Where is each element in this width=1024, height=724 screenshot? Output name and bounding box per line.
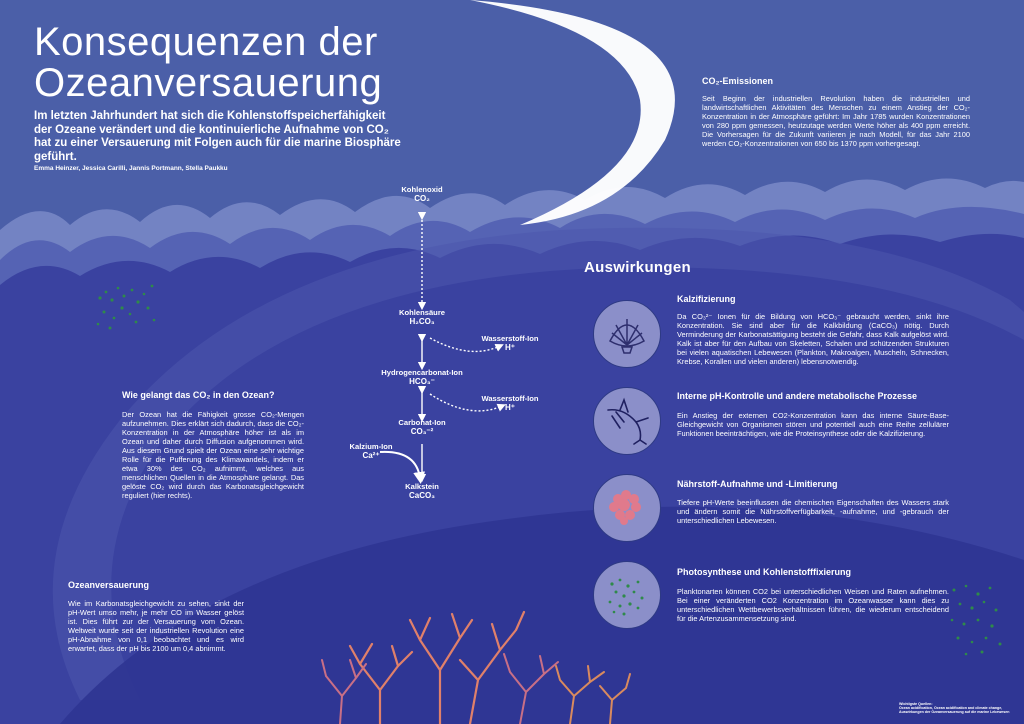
plankton-cluster-right <box>944 580 1008 660</box>
node-caco3 <box>382 482 462 500</box>
authors: Emma Heinzer, Jessica Carilli, Jannis Portmann, Stella Paukku <box>34 165 228 172</box>
effect-3-title: Nährstoff-Aufnahme und -Limitierung <box>677 479 838 489</box>
node-h2co3-formula: H₂CO₃ <box>409 317 435 326</box>
node-h-ion-1-formula: H⁺ <box>505 343 515 352</box>
coral-illustration <box>320 600 640 724</box>
sources-footnote <box>899 702 1019 715</box>
acidification-text: Wie im Karbonatsgleichgewicht zu sehen, sinkt der pH-Wert umso mehr, je mehr CO im Wasser gelöst ist. Dies führt zur der Versauerung vom Ozean. Weltweit wurde seit der industriellen Revolution eine pH-Abnahme von 0,1 beobachtet und es wird erwartet, dass der pH bis 2100 um 0,4 abnimmt. <box>68 599 244 653</box>
effect-2-text: Ein Anstieg der externen CO2-Konzentration kann das interne Säure-Base-Gleichgewicht von Organismen stören und potentiell auch eine Reihe zellulärer Funktionen beeinträchtigen, wie die Proteinsynthese oder die Kalzifizierung. <box>677 411 949 438</box>
effect-1-text: Da CO₃²⁻ Ionen für die Bildung von HCO₃⁻ gebraucht werden, sinkt ihre Konzentration. Sie sind aber für die Kalkbildung (CaCO₃) nötig. Durch Verminderung der Karbonatsättigung besteht die Gefahr, dass Kalk aufgelöst wird. Kalk ist aber für den Aufbau von Skeletten, Schalen und schützenden Strukturen bei vielen aquatischen Lebewesen (Plankton, Makroalgen, Muscheln, Schnecken, Krebse, Korallen und vielen anderen) lebensnotwendig. <box>677 312 949 366</box>
shell-icon <box>594 301 660 367</box>
node-h-ion-2 <box>470 394 550 412</box>
effect-2-circle <box>593 387 661 455</box>
node-h2co3-name: Kohlensäure <box>399 308 445 317</box>
title-line-2: Ozeanversauerung <box>34 61 383 105</box>
node-co3 <box>382 418 462 436</box>
poster-subtitle: Im letzten Jahrhundert hat sich die Kohlenstoffspeicherfähigkeit der Ozeane verändert und die kontinuierliche Aufnahme von CO₂ hat zu einer Versauerung mit Folgen auch für die marine Biosphäre geführt. <box>34 110 401 163</box>
plankton-icon <box>594 562 660 628</box>
effect-1-circle <box>593 300 661 368</box>
poster-title <box>34 22 382 104</box>
node-hco3-formula: HCO₃⁻ <box>409 377 435 386</box>
co2-emissions-text: Seit Beginn der industriellen Revolution haben die industriellen und landwirtschaftlichen Aktivitäten des Menschen zu einem Anstieg der CO₂-Konzentration in der Atmosphäre geführt: Im Jahr 1785 wurden Konzentrationen von 280 ppm gemessen, heutzutage werden Werte höher als 400 ppm erreicht. Die Vorhersagen für die Zukunft variieren je nach Modell, für das Jahr 2100 werden CO₂-Konzentrationen von 650 bis 1370 ppm vorhergesagt. <box>702 94 970 148</box>
effect-1-title: Kalzifizierung <box>677 294 736 304</box>
co2-uptake-text: Der Ozean hat die Fähigkeit grosse CO₂-Mengen aufzunehmen. Dies erklärt sich dadurch, dass die CO₂-Konzentration in der Atmosphäre höher ist als im Ozean und daher durch Diffusion aufgenommen wird. Aus diesem Grund spielt der Ozean eine sehr wichtige Rolle für die Pufferung des Klimawandels, indem er etwa 30% des CO₂ aufnimmt, welches aus menschlichen Quellen in die Atmosphäre gelangt. Das gelöste CO₂ wird durch das Karbonatsgleichgewicht reguliert (hier rechts). <box>122 410 304 500</box>
node-hco3-name: Hydrogencarbonat-Ion <box>381 368 463 377</box>
effect-4-title: Photosynthese und Kohlenstofffixierung <box>677 567 852 577</box>
co2-emissions-title: CO₂-Emissionen <box>702 76 774 86</box>
effect-3-circle <box>593 474 661 542</box>
node-h2co3 <box>382 308 462 326</box>
plankton-cluster-left <box>92 278 162 338</box>
node-calcium-name: Kalzium-Ion <box>349 442 393 451</box>
effect-3-text: Tiefere pH-Werte beeinflussen die chemischen Eigenschaften des Wassers stark und ändern somit die Nährstoffverfügbarkeit, -aufnahme, und -gebrauch der unterschiedlichen Lebewesen. <box>677 498 949 525</box>
node-co2-name: Kohlenoxid <box>401 185 443 194</box>
node-h-ion-1-name: Wasserstoff-Ion <box>481 334 539 343</box>
node-calcium-formula: Ca²⁺ <box>362 451 380 460</box>
co2-uptake-title: Wie gelangt das CO₂ in den Ozean? <box>122 390 275 400</box>
title-line-1: Konsequenzen der <box>34 20 378 64</box>
node-h-ion-2-name: Wasserstoff-Ion <box>481 394 539 403</box>
node-co2 <box>382 185 462 203</box>
node-caco3-formula: CaCO₃ <box>409 491 435 500</box>
coral-icon <box>594 475 660 541</box>
acidification-title: Ozeanversauerung <box>68 580 150 590</box>
effect-4-circle <box>593 561 661 629</box>
node-h-ion-1 <box>470 334 550 352</box>
sources-heading: Wichtigste Quellen: <box>899 702 933 706</box>
effect-4-text: Planktonarten können CO2 bei unterschiedlichen Weisen und Raten aufnehmen. Bei einer veränderten CO2 Konzentration im Ozeanwasser kann dies zu unterschiedlichen Wettbewerbsverhältnissen führen, die wiederum entscheidend für die Artenzusammensetzung sind. <box>677 587 949 623</box>
effect-2-title: Interne pH-Kontrolle und andere metabolische Prozesse <box>677 391 918 401</box>
node-hco3 <box>362 368 482 386</box>
node-co3-formula: CO₃⁻² <box>410 427 434 436</box>
sources-text: Ocean acidification, Ocean acidification and climate change, Auswirkungen der Ozeanversauerung auf die marine Lebewesen <box>899 706 1010 715</box>
node-caco3-name: Kalkstein <box>405 482 439 491</box>
node-h-ion-2-formula: H⁺ <box>505 403 515 412</box>
node-co2-formula: CO₂ <box>414 194 430 203</box>
node-co3-name: Carbonat-Ion <box>398 418 446 427</box>
effects-title: Auswirkungen <box>584 259 691 276</box>
node-calcium <box>336 442 406 460</box>
shark-icon <box>594 388 660 454</box>
